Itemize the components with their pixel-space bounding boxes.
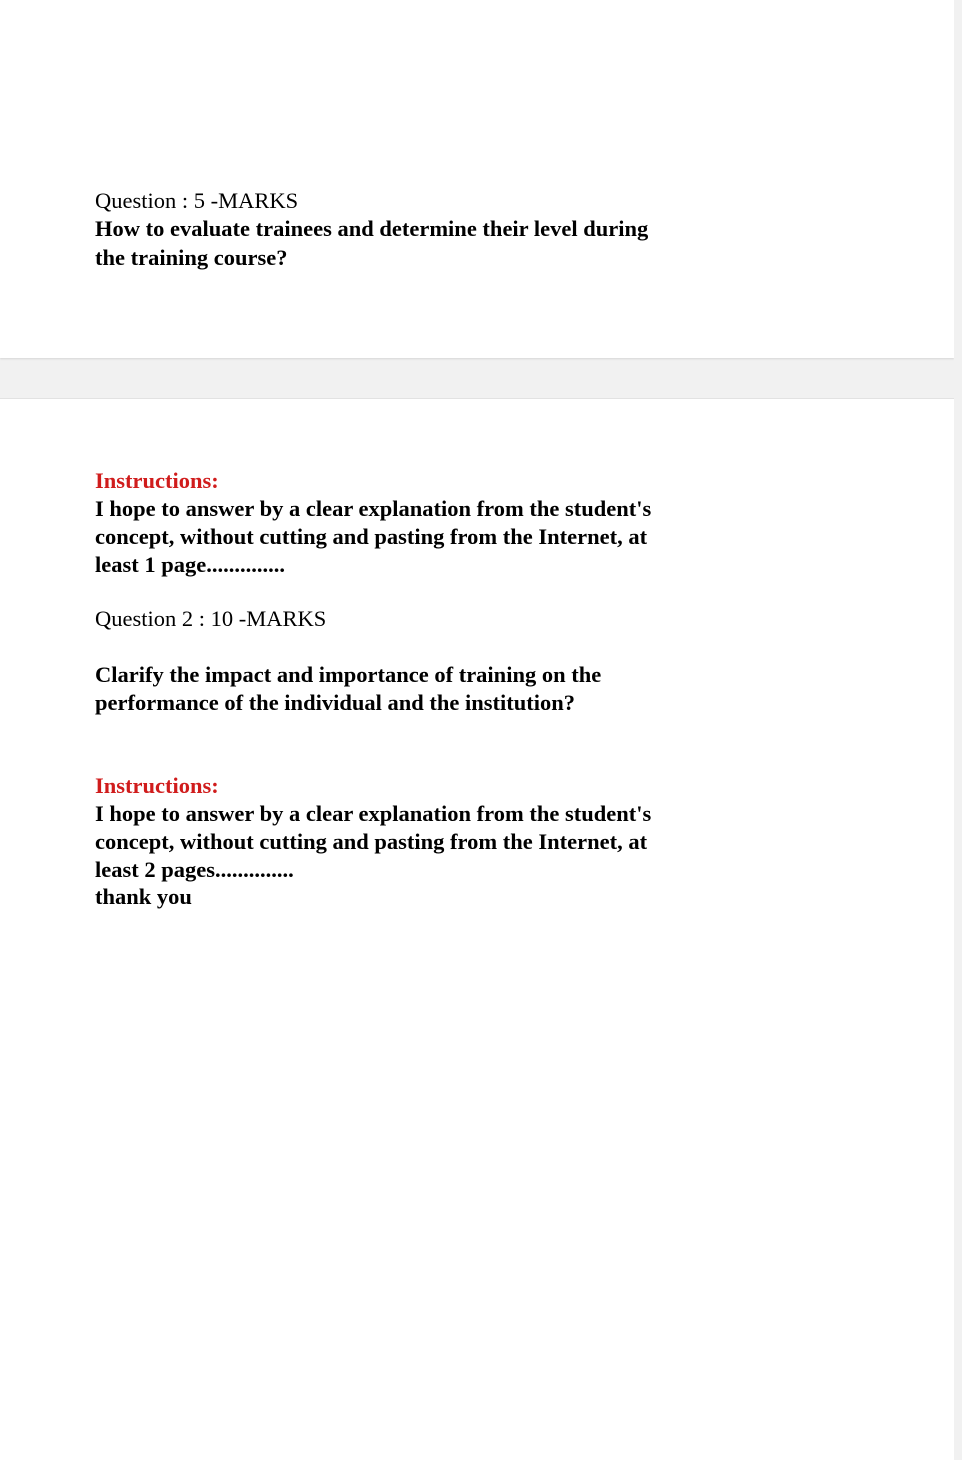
- instructions-text-2-line-1: I hope to answer by a clear explanation from the student's: [95, 801, 652, 826]
- viewer-scroll-track[interactable]: [954, 0, 962, 1460]
- instructions-text-1-line-2: concept, without cutting and pasting from the Internet, at: [95, 524, 648, 549]
- instructions-label-2: Instructions:: [95, 773, 219, 798]
- question-heading: Question : 5 -MARKS: [95, 188, 299, 213]
- document-page-2: [0, 398, 954, 1460]
- question-2-text-line-2: performance of the individual and the institution?: [95, 690, 576, 715]
- document-page-1: [0, 0, 954, 358]
- question-text-line-1: How to evaluate trainees and determine their level during: [95, 216, 649, 241]
- question-2-heading: Question 2 : 10 -MARKS: [95, 606, 327, 631]
- instructions-text-1-line-1: I hope to answer by a clear explanation from the student's: [95, 496, 652, 521]
- question-text-line-2: the training course?: [95, 245, 288, 270]
- instructions-text-1-line-3: least 1 page..............: [95, 552, 285, 577]
- question-2-text-line-1: Clarify the impact and importance of training on the: [95, 662, 602, 687]
- instructions-label-1: Instructions:: [95, 468, 219, 493]
- closing-text: thank you: [95, 884, 192, 909]
- instructions-text-2-line-3: least 2 pages..............: [95, 857, 294, 882]
- instructions-text-2-line-2: concept, without cutting and pasting from the Internet, at: [95, 829, 648, 854]
